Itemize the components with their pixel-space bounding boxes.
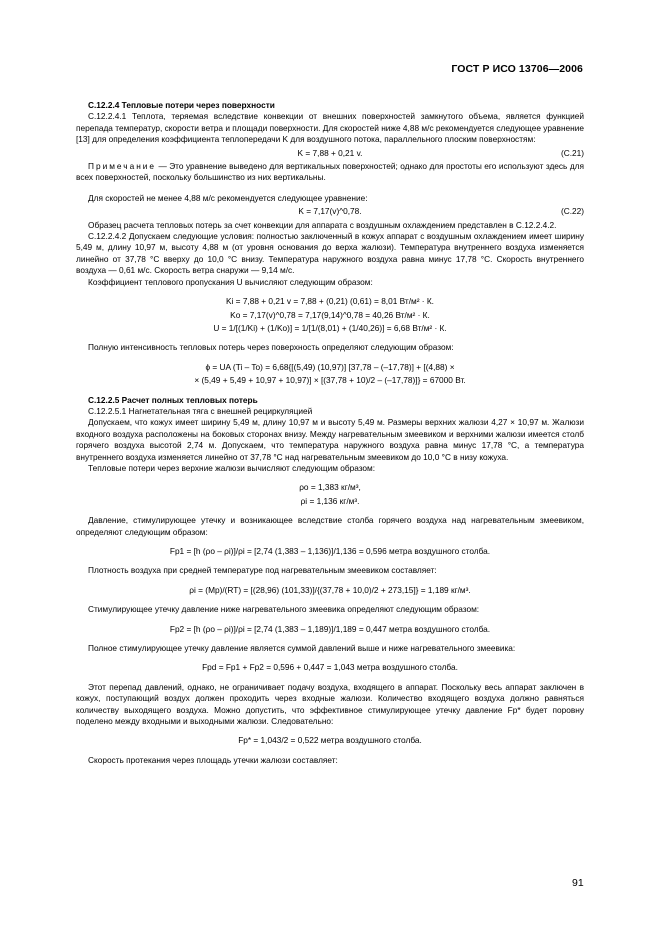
- equation-fpd: Fpd = Fp1 + Fp2 = 0,596 + 0,447 = 1,043 метра воздушного столба.: [202, 662, 458, 673]
- equation-ki: Ki = 7,88 + 0,21 v = 7,88 + (0,21) (0,61) = 8,01 Вт/м² · К.: [225, 296, 434, 307]
- equation-rho-i-mean: ρi = (Mp)/(RT) = [(28,96) (101,33)]/{(37,78 + 10,0)/2 + 273,15]} = 1,189 кг/м³.: [189, 584, 471, 595]
- page-number: 91: [572, 877, 584, 889]
- equation-c21-text: K = 7,88 + 0,21 v.: [297, 147, 363, 158]
- paragraph-u-coefficient: Коэффициент теплового пропускания U вычисляют следующим образом:: [88, 276, 373, 287]
- equation-c21-number: (С.21): [560, 147, 584, 158]
- equation-rho-o: ρo = 1,383 кг/м³,: [299, 482, 361, 493]
- paragraph-flow-speed: Скорость протекания через площадь утечки жалюзи составляет:: [88, 754, 338, 765]
- equation-ko: Ko = 7,17(v)^0,78 = 7,17(9,14)^0,78 = 40,26 Вт/м² · К.: [230, 309, 430, 320]
- equation-fp-star: Fp* = 1,043/2 = 0,522 метра воздушного столба.: [238, 735, 422, 746]
- paragraph-below-coil: Стимулирующее утечку давление ниже нагревательного змеевика определяют следующим образом:: [88, 604, 480, 615]
- paragraph-top-louvers: Тепловые потери через верхние жалюзи вычисляют следующим образом:: [88, 462, 376, 473]
- page-content: [76, 100, 584, 766]
- paragraph-velocity: Для скоростей не менее 4,88 м/с рекомендуется следующее уравнение:: [88, 192, 368, 203]
- paragraph-total-pressure: Полное стимулирующее утечку давление является суммой давлений выше и ниже нагревательного змеевика:: [88, 643, 516, 654]
- paragraph-pressure-drop: Этот перепад давлений, однако, не ограничивает подачу воздуха, входящего в аппарат. Поскольку весь аппарат заключен в кожух, поступающий воздух должен проходить через входные жалюзи. Количество входящего воздуха должно равняться количеству выходящего воздуха. Можно допустить, что эффективное стимулирующее утечку давление Fp* будет поровну поделено между входными и выходными жалюзи. Следовательно:: [76, 681, 584, 727]
- paragraph-air-density: Плотность воздуха при средней температуре под нагревательным змеевиком составляет:: [88, 565, 437, 576]
- paragraph-c12-2-4-2: С.12.2.4.2 Допускаем следующие условия: полностью заключенный в кожух аппарат с воздушным охлаждением имеет ширину 5,49 м, длину 10,97 м, высоту 4,88 м (от уровня основания до верха жалюзи). Температура внутреннего воздуха изменяется линейно от 37,78 °С вверху до 10,0 °С внизу. Температура наружного воздуха равна минус 17,78 °С. Скорость внутреннего воздуха — 0,61 м/с. Скорость ветра снаружи — 9,14 м/с.: [76, 231, 584, 276]
- note-label: Примечание: [88, 161, 157, 172]
- paragraph-total-loss: Полную интенсивность тепловых потерь через поверхность определяют следующим образом:: [88, 342, 454, 353]
- equation-u: U = 1/[(1/Ki) + (1/Ko)] = 1/[1/(8,01) + (1/40,26)] = 6,68 Вт/м² · К.: [213, 322, 447, 333]
- equation-c22-text: K = 7,17(v)^0,78.: [298, 206, 362, 217]
- equation-rho-i: ρi = 1,136 кг/м³.: [300, 495, 360, 506]
- equation-fp2: Fp2 = [h (ρo – ρi)]/ρi = [2,74 (1,383 – 1,189)]/1,189 = 0,447 метра воздушного столба.: [169, 623, 491, 634]
- equation-fp1: Fp1 = [h (ρo – ρi)]/ρi = [2,74 (1,383 – 1,136)]/1,136 = 0,596 метра воздушного столба.: [169, 546, 491, 556]
- note-text: — Это уравнение выведено для вертикальных поверхностей; однако для простоты его используют здесь для всех поверхностей, поскольку большинство из них вертикальны.: [76, 161, 584, 183]
- note: [76, 161, 584, 184]
- equation-c22: [76, 206, 584, 217]
- paragraph-enclosure-assumptions: Допускаем, что кожух имеет ширину 5,49 м, длину 10,97 м и высоту 5,49 м. Размеры верхних жалюзи 4,27 × 10,97 м. Жалюзи входного воздуха расположены на боковых сторонах внизу. Между нагревательным змеевиком и верхними жалюзи имеется столб горячего воздуха высотой 2,74 м. Допускаем, что температура наружного воздуха равна минус 17,78 °С, а температура внутреннего воздуха изменяется линейно от 37,78 °С над нагревательным змеевиком до 10,0 °С в низу кожуха.: [76, 417, 584, 462]
- equation-phi-line1: ϕ = UA (Ti – To) = 6,68{[(5,49) (10,97)] [37,78 – (–17,78)] + [(4,88) ×: [205, 361, 455, 372]
- subsection-heading-c12-2-5-1: С.12.2.5.1 Нагнетательная тяга с внешней рециркуляцией: [88, 405, 313, 416]
- paragraph-leak-pressure: Давление, стимулирующее утечку и возникающее вследствие столба горячего воздуха над нагревательным змеевиком, определяют следующим образом:: [76, 515, 584, 537]
- equation-c21: [76, 148, 584, 159]
- equation-c22-number: (С.22): [560, 206, 584, 217]
- equation-phi-line2: × (5,49 + 5,49 + 10,97 + 10,97)] × [(37,78 + 10)/2 – (–17,78)]} = 67000 Вт.: [194, 375, 466, 386]
- paragraph-c12-2-4-1: С.12.2.4.1 Теплота, теряемая вследствие конвекции от внешних поверхностей замкнутого объема, является функцией перепада температур, скорости ветра и площади поверхности. Для скоростей ниже 4,88 м/с рекомендуется следующее уравнение [13] для определения коэффициента теплопередачи K для воздушного потока, параллельного плоским поверхностям:: [76, 111, 584, 145]
- section-heading-c12-2-4: С.12.2.4 Тепловые потери через поверхности: [88, 100, 275, 110]
- document-header: ГОСТ Р ИСО 13706—2006: [451, 63, 583, 75]
- section-heading-c12-2-5: С.12.2.5 Расчет полных тепловых потерь: [88, 394, 258, 405]
- paragraph-example-ref: Образец расчета тепловых потерь за счет конвекции для аппарата с воздушным охлаждением представлен в С.12.2.4.2.: [88, 219, 557, 230]
